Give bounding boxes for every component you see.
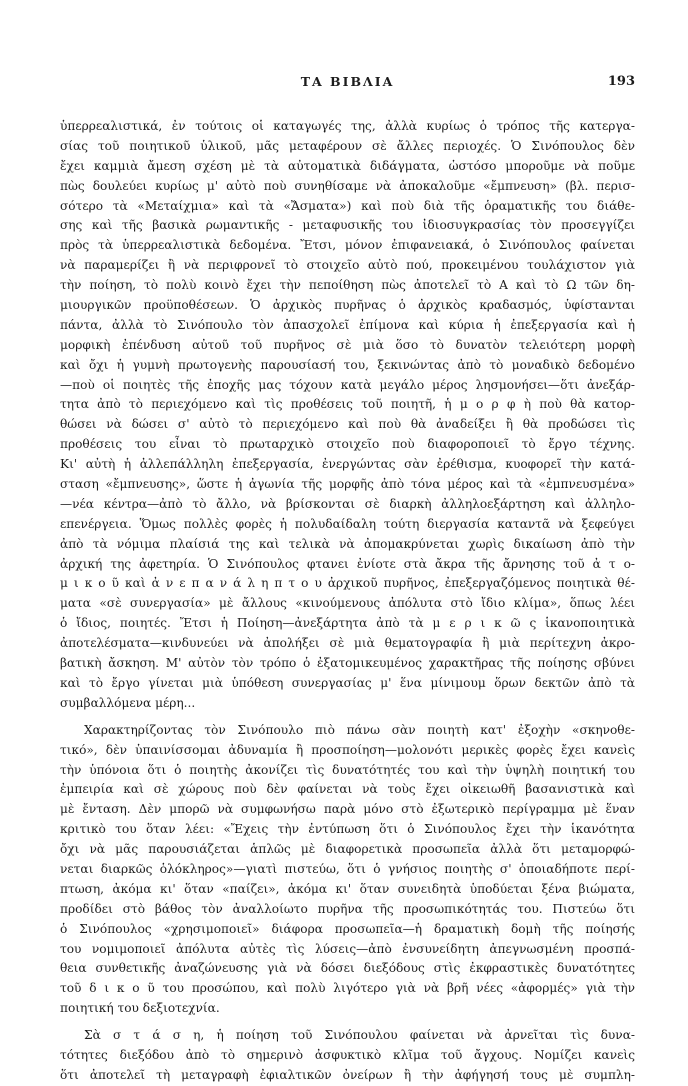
text-line: σταση «ἔμπνευσης», ὥστε ἡ ἀγωνία τῆς μορφῆς ἀπὸ τόνα μέρος καὶ τὰ «ἐμπνευσμένα» xyxy=(60,477,635,492)
text-line: πρὸς τὰ ὑπερρεαλιστικὰ δεδομένα. Ἔτσι, μόνον ἐπιφανειακά, ὁ Σινόπουλος φαίνεται xyxy=(60,238,635,253)
text-line: τοῦ δ ι κ ο ῦ του προσώπου, καὶ πολὺ λιγότερο γιὰ νὰ βρῆ νέες «ἀφορμές» γιὰ τὴν xyxy=(60,981,635,996)
text-line: μὲ ἔνταση. Δὲν μπορῶ νὰ συμφωνήσω παρὰ μόνο στὸ ἐξωτερικὸ περίγραμμα μὲ ἕναν xyxy=(60,802,635,817)
text-line: θώσει νὰ δώσει σ' αὐτὸ τὸ περιεχόμενο καὶ ποὺ θὰ ἀναδείξει ἢ θὰ προδώσει τὶς xyxy=(60,417,635,432)
text-line: ὄχι νὰ μᾶς παρουσιάζεται ἁπλῶς μὲ διαφορετικὰ προσωπεῖα ἀλλὰ ὅτι μεταμορφώ- xyxy=(60,842,635,857)
paragraph xyxy=(60,721,635,1019)
text-line: σίας τοῦ ποιητικοῦ ὑλικοῦ, μᾶς μεταφέρουν σὲ ἄλλες περιοχές. Ὁ Σινόπουλος δὲν xyxy=(60,138,635,153)
text-line: τικό», δὲν ὑπαινίσσομαι ἀδυναμία ἢ προσποίηση—μολονότι μερικὲς φορὲς ἔχει κανεὶς xyxy=(60,742,635,757)
text-line: μ ι κ ο ῦ καὶ ἀ ν ε π α ν ά λ η π τ ο υ ἀρχικοῦ πυρῆνος, ἐπεξεργαζόμενος ποιητικὰ θέ- xyxy=(60,576,635,591)
text-line: συμβαλλόμενα μέρη... xyxy=(60,695,196,710)
text-line: τὴν ὑπόνοια ὅτι ὁ ποιητὴς ἀκονίζει τὶς δυνατότητές του καὶ τὴν ὑψηλὴ ποιητική του xyxy=(60,762,635,777)
text-line: σότερο τὰ «Μεταίχμια» καὶ τὰ «Ἄσματα») καὶ ποὺ διὰ τῆς ὁραματικῆς του διάθε- xyxy=(60,198,635,213)
running-title: ΤΑ ΒΙΒΛΙΑ xyxy=(300,74,395,89)
paragraph xyxy=(60,1026,635,1086)
text-line: Σὰ σ τ ά σ η, ἡ ποίηση τοῦ Σινόπουλου φαίνεται νὰ ἀρνεῖται τὶς δυνα- xyxy=(84,1028,635,1043)
text-line: ματα «σὲ συνεργασία» μὲ ἄλλους «κινούμενους ἀπόλυτα στὸ ἴδιο κλίμα», ὅπως λέει xyxy=(60,596,635,611)
text-line: ὁ ἴδιος, ποιητές. Ἔτσι ἡ Ποίηση—ἀνεξάρτητα ἀπὸ τὰ μ ε ρ ι κ ῶ ς ἱκανοποιητικὰ xyxy=(60,616,635,631)
text-line: ποιητική του δεξιοτεχνία. xyxy=(60,1001,220,1016)
text-line: ἀρχική της ἀφετηρία. Ὁ Σινόπουλος φτανει ἐνίοτε στὰ ἄκρα τῆς ἄρνησης τοῦ ἀ τ ο- xyxy=(60,556,635,571)
page-header xyxy=(60,74,635,94)
text-line: ὑπερρεαλιστικά, ἐν τούτοις οἱ καταγωγές της, ἀλλὰ κυρίως ὁ τρόπος τῆς κατεργα- xyxy=(60,119,635,133)
text-line: κριτικὸ του ὅταν λέει: «Ἔχεις τὴν ἐντύπωση ὅτι ὁ Σινόπουλος ἔχει τὴν ἱκανότητα xyxy=(60,822,635,837)
text-line: καὶ τὸ ἔργο γίνεται μιὰ ὑπόθεση συνεργασίας μ' ἕνα μίνιμουμ ὅρων δεκτῶν ἀπὸ τὰ xyxy=(60,675,635,690)
text-line: καὶ ὄχι ἡ γυμνὴ πρωτογενὴς παρουσίασή του, ξεκινώντας ἀπὸ τὸ μοναδικὸ δεδομένο xyxy=(60,357,635,372)
text-line: ὅτι ἀποτελεῖ τὴ μεταγραφὴ ἐφιαλτικῶν ὀνείρων ἢ τὴν ἀφήγησή τους μὲ συμπλη- xyxy=(60,1067,635,1082)
text-line: μορφικὴ ἐπένδυση αὐτοῦ τοῦ πυρῆνος σὲ μιὰ ὅσο τὸ δυνατὸν τελειότερη μορφὴ xyxy=(60,337,635,352)
text-line: τὴν ποίηση, τὸ πολὺ κοινὸ ἔχει τὴν πεποίθηση πὼς ἀποτελεῖ τὸ Α καὶ τὸ Ω τῶν δη- xyxy=(60,278,635,293)
text-line: νεται διαρκῶς ὁλόκληρος»—γιατὶ πιστεύω, ὅτι ὁ γνήσιος ποιητὴς σ' ὁποιαδήποτε περί- xyxy=(60,861,635,876)
text-line: πὼς δουλεύει κυρίως μ' αὐτὸ ποὺ συνηθίσαμε νὰ ἀποκαλοῦμε «ἔμπνευση» (βλ. περισ- xyxy=(60,178,635,193)
paragraph-gap xyxy=(60,1019,635,1026)
text-line: ἐμπειρία καὶ σὲ χώρους ποὺ δὲν φαίνεται νὰ τοὺς ἔχει οἰκειωθῆ βασανιστικὰ καὶ xyxy=(60,782,635,797)
text-line: προδίδει στὸ βάθος τὸν ἀναλλοίωτο πυρῆνα τῆς προσωπικότητάς του. Πιστεύω ὅτι xyxy=(60,901,635,916)
text-line: του νομιμοποιεῖ ἀπόλυτα αὐτὲς τὶς λύσεις—ἀπὸ ἐνσυνείδητη ἀπεγνωσμένη προσπά- xyxy=(60,941,635,956)
text-line: ὁ Σινόπουλος «χρησιμοποιεῖ» διάφορα προσωπεῖα—ἡ δραματικὴ δομὴ τῆς ποίησής xyxy=(60,921,635,936)
body-text xyxy=(60,117,635,1086)
text-line: βατικὴ ἄσκηση. Μ' αὐτὸν τὸν τρόπο ὁ ἐξατομικευμένος χαρακτῆρας τῆς ποίησης σβύνει xyxy=(60,656,635,671)
text-line: σης καὶ τῆς βασικὰ ρωμαντικῆς - μεταφυσικῆς του ἰδιοσυγκρασίας τὸν προσεγγίζει xyxy=(60,218,635,233)
paragraph-gap xyxy=(60,714,635,721)
text-line: μιουργικῶν προϋποθέσεων. Ὁ ἀρχικὸς πυρῆνας ὁ ἀρχικὸς κραδασμός, ὑφίστανται xyxy=(60,298,635,313)
paragraph xyxy=(60,117,635,714)
text-line: θεια συνθετικῆς ἀναζώνευσης γιὰ νὰ δόσει διεξόδους στὶς ἐκφραστικὲς δυνατότητες xyxy=(60,961,635,976)
text-line: πτωση, ἀκόμα κι' ὅταν «παίζει», ἀκόμα κι' ὅταν συνειδητὰ ὑποδύεται ξένα βιώματα, xyxy=(60,881,635,896)
text-line: ἀποτελέσματα—κινδυνεύει νὰ ἀπολήξει σὲ μιὰ θεματογραφία ἢ μιὰ περίτεχνη ἀκρο- xyxy=(60,636,635,651)
text-line: πάντα, ἀλλὰ τὸ Σινόπουλο τὸν ἀπασχολεῖ ἐπίμονα καὶ κύρια ἡ ἐπεξεργασία καὶ ἡ xyxy=(60,317,635,332)
text-line: ἔχει καμμιὰ ἄμεση σχέση μὲ τὰ αὐτοματικὰ διδάγματα, ὡστόσο μποροῦμε νὰ ποῦμε xyxy=(60,158,635,173)
text-line: επενέργεια. Ὅμως πολλὲς φορὲς ἡ πολυδαίδαλη τούτη διεργασία καταντᾶ νὰ ξεφεύγει xyxy=(60,516,635,531)
text-line: τότητες διεξόδου ἀπὸ τὸ σημερινὸ ἀσφυκτικὸ κλῖμα τοῦ ἄγχους. Νομίζει κανεὶς xyxy=(60,1047,635,1062)
text-line: προθέσεις του εἶναι τὸ πρωταρχικὸ στοιχεῖο ποὺ διαφοροποιεῖ τὸ ἔργο τέχνης. xyxy=(60,437,635,452)
text-line: —νέα κέντρα—ἀπὸ τὸ ἄλλο, νὰ βρίσκονται σὲ διαρκὴ ἀλληλοεξάρτηση καὶ ἀλληλο- xyxy=(60,496,635,511)
page-number: 193 xyxy=(607,74,635,89)
text-line: ἀπὸ τὰ νόμιμα πλαίσιά της καὶ τελικὰ νὰ ἀπομακρύνεται χωρὶς δικαίωση ἀπὸ τὴν xyxy=(60,536,635,551)
text-line: —ποὺ οἱ ποιητὲς τῆς ἐποχῆς μας τόχουν κατὰ μεγάλο μέρος λησμονήσει—ὅτι ἀνεξάρ- xyxy=(60,377,635,392)
text-line: τητα ἀπὸ τὸ περιεχόμενο καὶ τὶς προθέσεις τοῦ ποιητῆ, ἡ μ ο ρ φ ὴ ποὺ θὰ κατορ- xyxy=(60,397,635,412)
text-line: νὰ παραμερίζει ἢ νὰ περιφρονεῖ τὸ στοιχεῖο αὐτὸ πού, προκειμένου τουλάχιστον γιὰ xyxy=(60,258,635,273)
text-line: Χαρακτηρίζοντας τὸν Σινόπουλο πιὸ πάνω σὰν ποιητὴ κατ' ἐξοχὴν «σκηνοθε- xyxy=(84,722,635,737)
text-line: Κι' αὐτὴ ἡ ἀλλεπάλληλη ἐπεξεργασία, ἐνεργώντας σὰν ἐρέθισμα, κυοφορεῖ τὴν κατά- xyxy=(60,457,635,472)
